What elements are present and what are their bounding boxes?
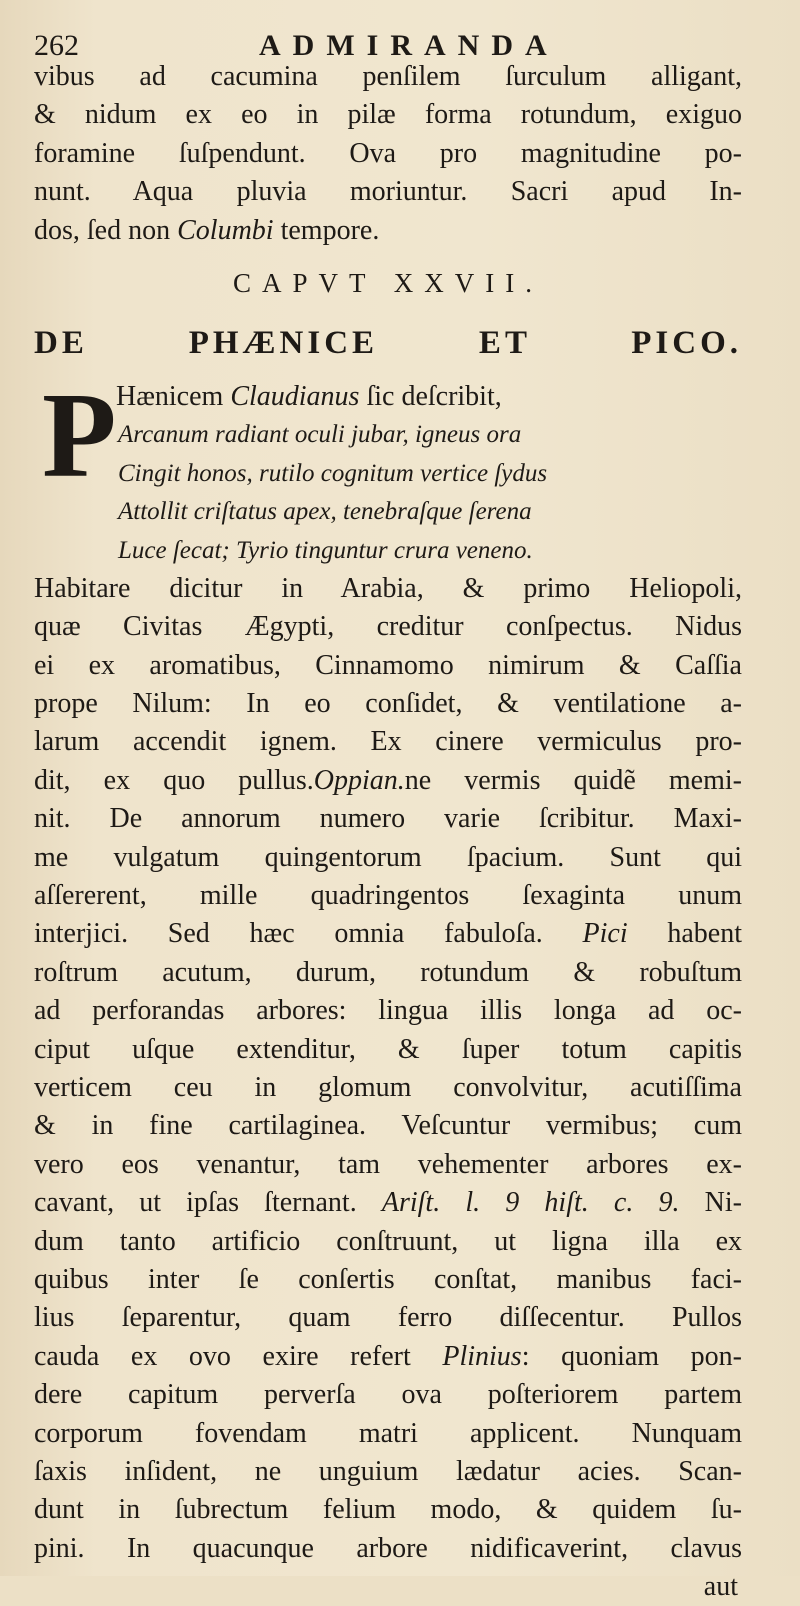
text-line: me vulgatum quingentorum ſpacium. Sunt qui: [34, 841, 742, 873]
text-line: [34, 378, 742, 416]
text-line: ei ex aromatibus, Cinnamomo nimirum & Caſſia: [34, 649, 742, 681]
text-line: foramine ſuſpendunt. Ova pro magnitudine po-: [34, 137, 742, 169]
verse-line: Arcanum radiant oculi jubar, igneus ora: [118, 421, 522, 449]
text-run: Hænicem: [116, 380, 231, 412]
verse-line: Luce ſecat; Tyrio tinguntur crura veneno.: [118, 536, 533, 564]
text-run: Ni-: [679, 1187, 742, 1219]
text-line: ad perforandas arbores: lingua illis longa ad oc-: [34, 995, 742, 1027]
text-line: vero eos venantur, tam vehementer arbores ex-: [34, 1148, 742, 1180]
text-run: dos, ſed non: [34, 214, 178, 246]
text-line: & in fine cartilaginea. Veſcuntur vermibus; cum: [34, 1110, 742, 1142]
text-run: tempore.: [273, 214, 380, 246]
text-line: dum tanto artificio conſtruunt, ut ligna illa ex: [34, 1225, 742, 1257]
verse-line: Attollit criſtatus apex, tenebraſque ſerena: [118, 498, 532, 526]
italic-name: Columbi: [177, 214, 274, 246]
running-title: ADMIRANDA: [259, 29, 559, 62]
text-line: vibus ad cacumina penſilem ſurculum alligant,: [34, 61, 742, 92]
text-line: dere capitum perverſa ova poſteriorem partem: [34, 1379, 742, 1411]
paragraph: [34, 367, 742, 570]
text-line: verticem ceu in glomum convolvitur, acutiſſima: [34, 1071, 742, 1103]
text-line: dunt in ſubrectum felium modo, & quidem ſu-: [34, 1494, 742, 1526]
italic-name: Oppian.: [313, 764, 405, 796]
italic-name: Ariſt. l. 9 hiſt. c. 9.: [381, 1187, 680, 1219]
text-line: lius ſeparentur, quam ferro diſſecentur. Pullos: [34, 1302, 742, 1334]
body-text: [34, 58, 742, 1606]
text-line: larum accendit ignem. Ex cinere vermiculus pro-: [34, 726, 742, 758]
text-line: [34, 212, 742, 250]
text-run: ſic deſcribit,: [359, 380, 502, 412]
text-line: ſaxis inſident, ne unguium lædatur acies. Scan-: [34, 1455, 742, 1487]
text-line: pini. In quacunque arbore nidificaverint, clavus: [34, 1532, 742, 1564]
chapter-number: CAPVT XXVII.: [232, 267, 543, 298]
text-line: Habitare dicitur in Arabia, & primo Heliopoli,: [34, 572, 742, 604]
text-run: cavant, ut ipſas ſternant.: [34, 1187, 382, 1219]
text-line: quibus inter ſe conſertis conſtat, manibus faci-: [34, 1263, 742, 1295]
drop-cap: P: [42, 367, 117, 503]
text-line: [34, 1338, 742, 1376]
text-line: corporum fovendam matri applicent. Nunquam: [34, 1417, 742, 1449]
text-line: [34, 762, 742, 800]
text-run: ne vermis quidẽ memi-: [404, 764, 742, 796]
text-line: nunt. Aqua pluvia moriuntur. Sacri apud In-: [34, 176, 742, 208]
text-line: nit. De annorum numero varie ſcribitur. Maxi-: [34, 803, 742, 835]
text-line: prope Nilum: In eo conſidet, & ventilatione a-: [34, 688, 742, 720]
verse-line: Cingit honos, rutilo cognitum vertice ſydus: [118, 459, 548, 487]
text-line: quæ Civitas Ægypti, creditur conſpectus. Nidus: [34, 611, 742, 643]
text-run: dit, ex quo pullus.: [34, 764, 314, 796]
text-run: habent: [627, 918, 742, 950]
text-line: aſſererent, mille quadringentos ſexaginta unum: [34, 880, 742, 912]
text-run: interjici. Sed hæc omnia fabuloſa.: [34, 918, 583, 950]
text-line: ciput uſque extenditur, & ſuper totum capitis: [34, 1033, 742, 1065]
catchword: aut: [703, 1571, 738, 1603]
text-line: [34, 1184, 742, 1222]
italic-name: Claudianus: [230, 380, 360, 412]
page-number: 262: [34, 29, 79, 62]
italic-name: Plinius: [442, 1340, 522, 1372]
chapter-heading: DE PHÆNICE ET PICO.: [34, 324, 742, 361]
text-run: : quoniam pon-: [521, 1340, 742, 1372]
text-line: [34, 915, 742, 953]
italic-name: Pici: [582, 918, 628, 950]
text-line: & nidum ex eo in pilæ forma rotundum, exiguo: [34, 99, 742, 131]
text-run: cauda ex ovo exire refert: [34, 1340, 443, 1372]
text-line: roſtrum acutum, durum, rotundum & robuſtum: [34, 956, 742, 988]
